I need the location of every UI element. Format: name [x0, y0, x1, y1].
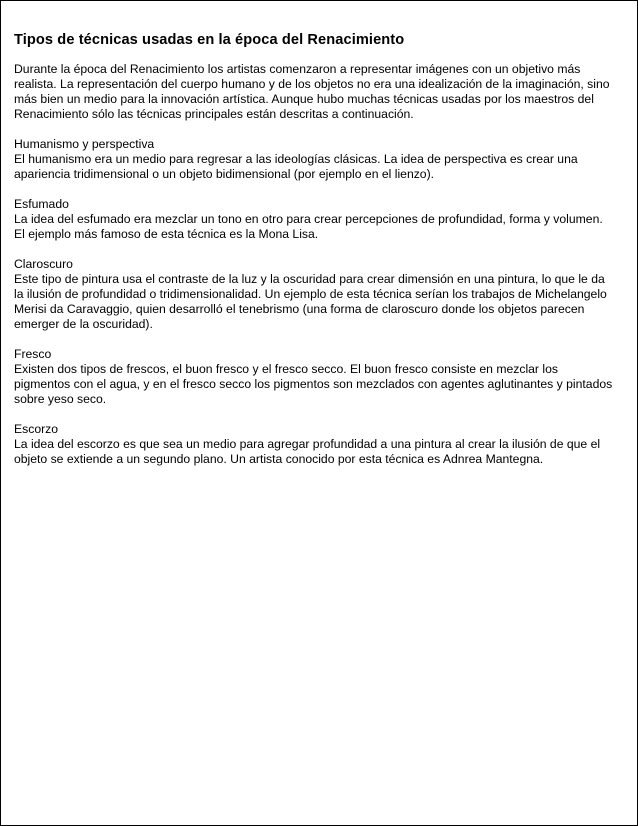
section-heading: Escorzo [14, 422, 59, 436]
intro-paragraph: Durante la época del Renacimiento los artistas comenzaron a representar imágenes con un objetivo más realista. La representación del cuerpo humano y de los objetos no era una idealización de la imaginación, sino más bien un medio para la innovación artística. Aunque hubo muchas técnicas usadas por los maestros del Renacimiento sólo las técnicas principales están descritas a continuación. [14, 62, 610, 121]
section-heading: Fresco [14, 347, 52, 361]
section-body: La idea del esfumado era mezclar un tono en otro para crear percepciones de profundidad, forma y volumen. El ejemplo más famoso de esta técnica es la Mona Lisa. [14, 212, 603, 241]
section-claroscuro [14, 257, 614, 332]
document-content [14, 31, 614, 482]
section-body: El humanismo era un medio para regresar a las ideologías clásicas. La idea de perspectiva es crear una apariencia tridimensional o un objeto bidimensional (por ejemplo en el lienzo). [14, 152, 578, 181]
section-body: Existen dos tipos de frescos, el buon fresco y el fresco secco. El buon fresco consiste en mezclar los pigmentos con el agua, y en el fresco secco los pigmentos son mezclados con agentes aglutinantes y pintados sobre yeso seco. [14, 362, 613, 406]
section-humanismo-perspectiva [14, 137, 614, 182]
section-body: Este tipo de pintura usa el contraste de la luz y la oscuridad para crear dimensión en una pintura, lo que le da la ilusión de profundidad o tridimensionalidad. Un ejemplo de esta técnica serían los trabajos de Michelangelo Merisi da Caravaggio, quien desarrolló el tenebrismo (una forma de claroscuro donde los objetos parecen emerger de la oscuridad). [14, 272, 607, 331]
document-title: Tipos de técnicas usadas en la época del Renacimiento [14, 32, 405, 48]
section-heading: Esfumado [14, 197, 69, 211]
section-fresco [14, 347, 614, 407]
section-escorzo [14, 422, 614, 467]
section-body: La idea del escorzo es que sea un medio para agregar profundidad a una pintura al crear la ilusión de que el objeto se extiende a un segundo plano. Un artista conocido por esta técnica es Adnrea Mantegna. [14, 437, 601, 466]
section-heading: Humanismo y perspectiva [14, 137, 155, 151]
section-esfumado [14, 197, 614, 242]
section-heading: Claroscuro [14, 257, 73, 271]
